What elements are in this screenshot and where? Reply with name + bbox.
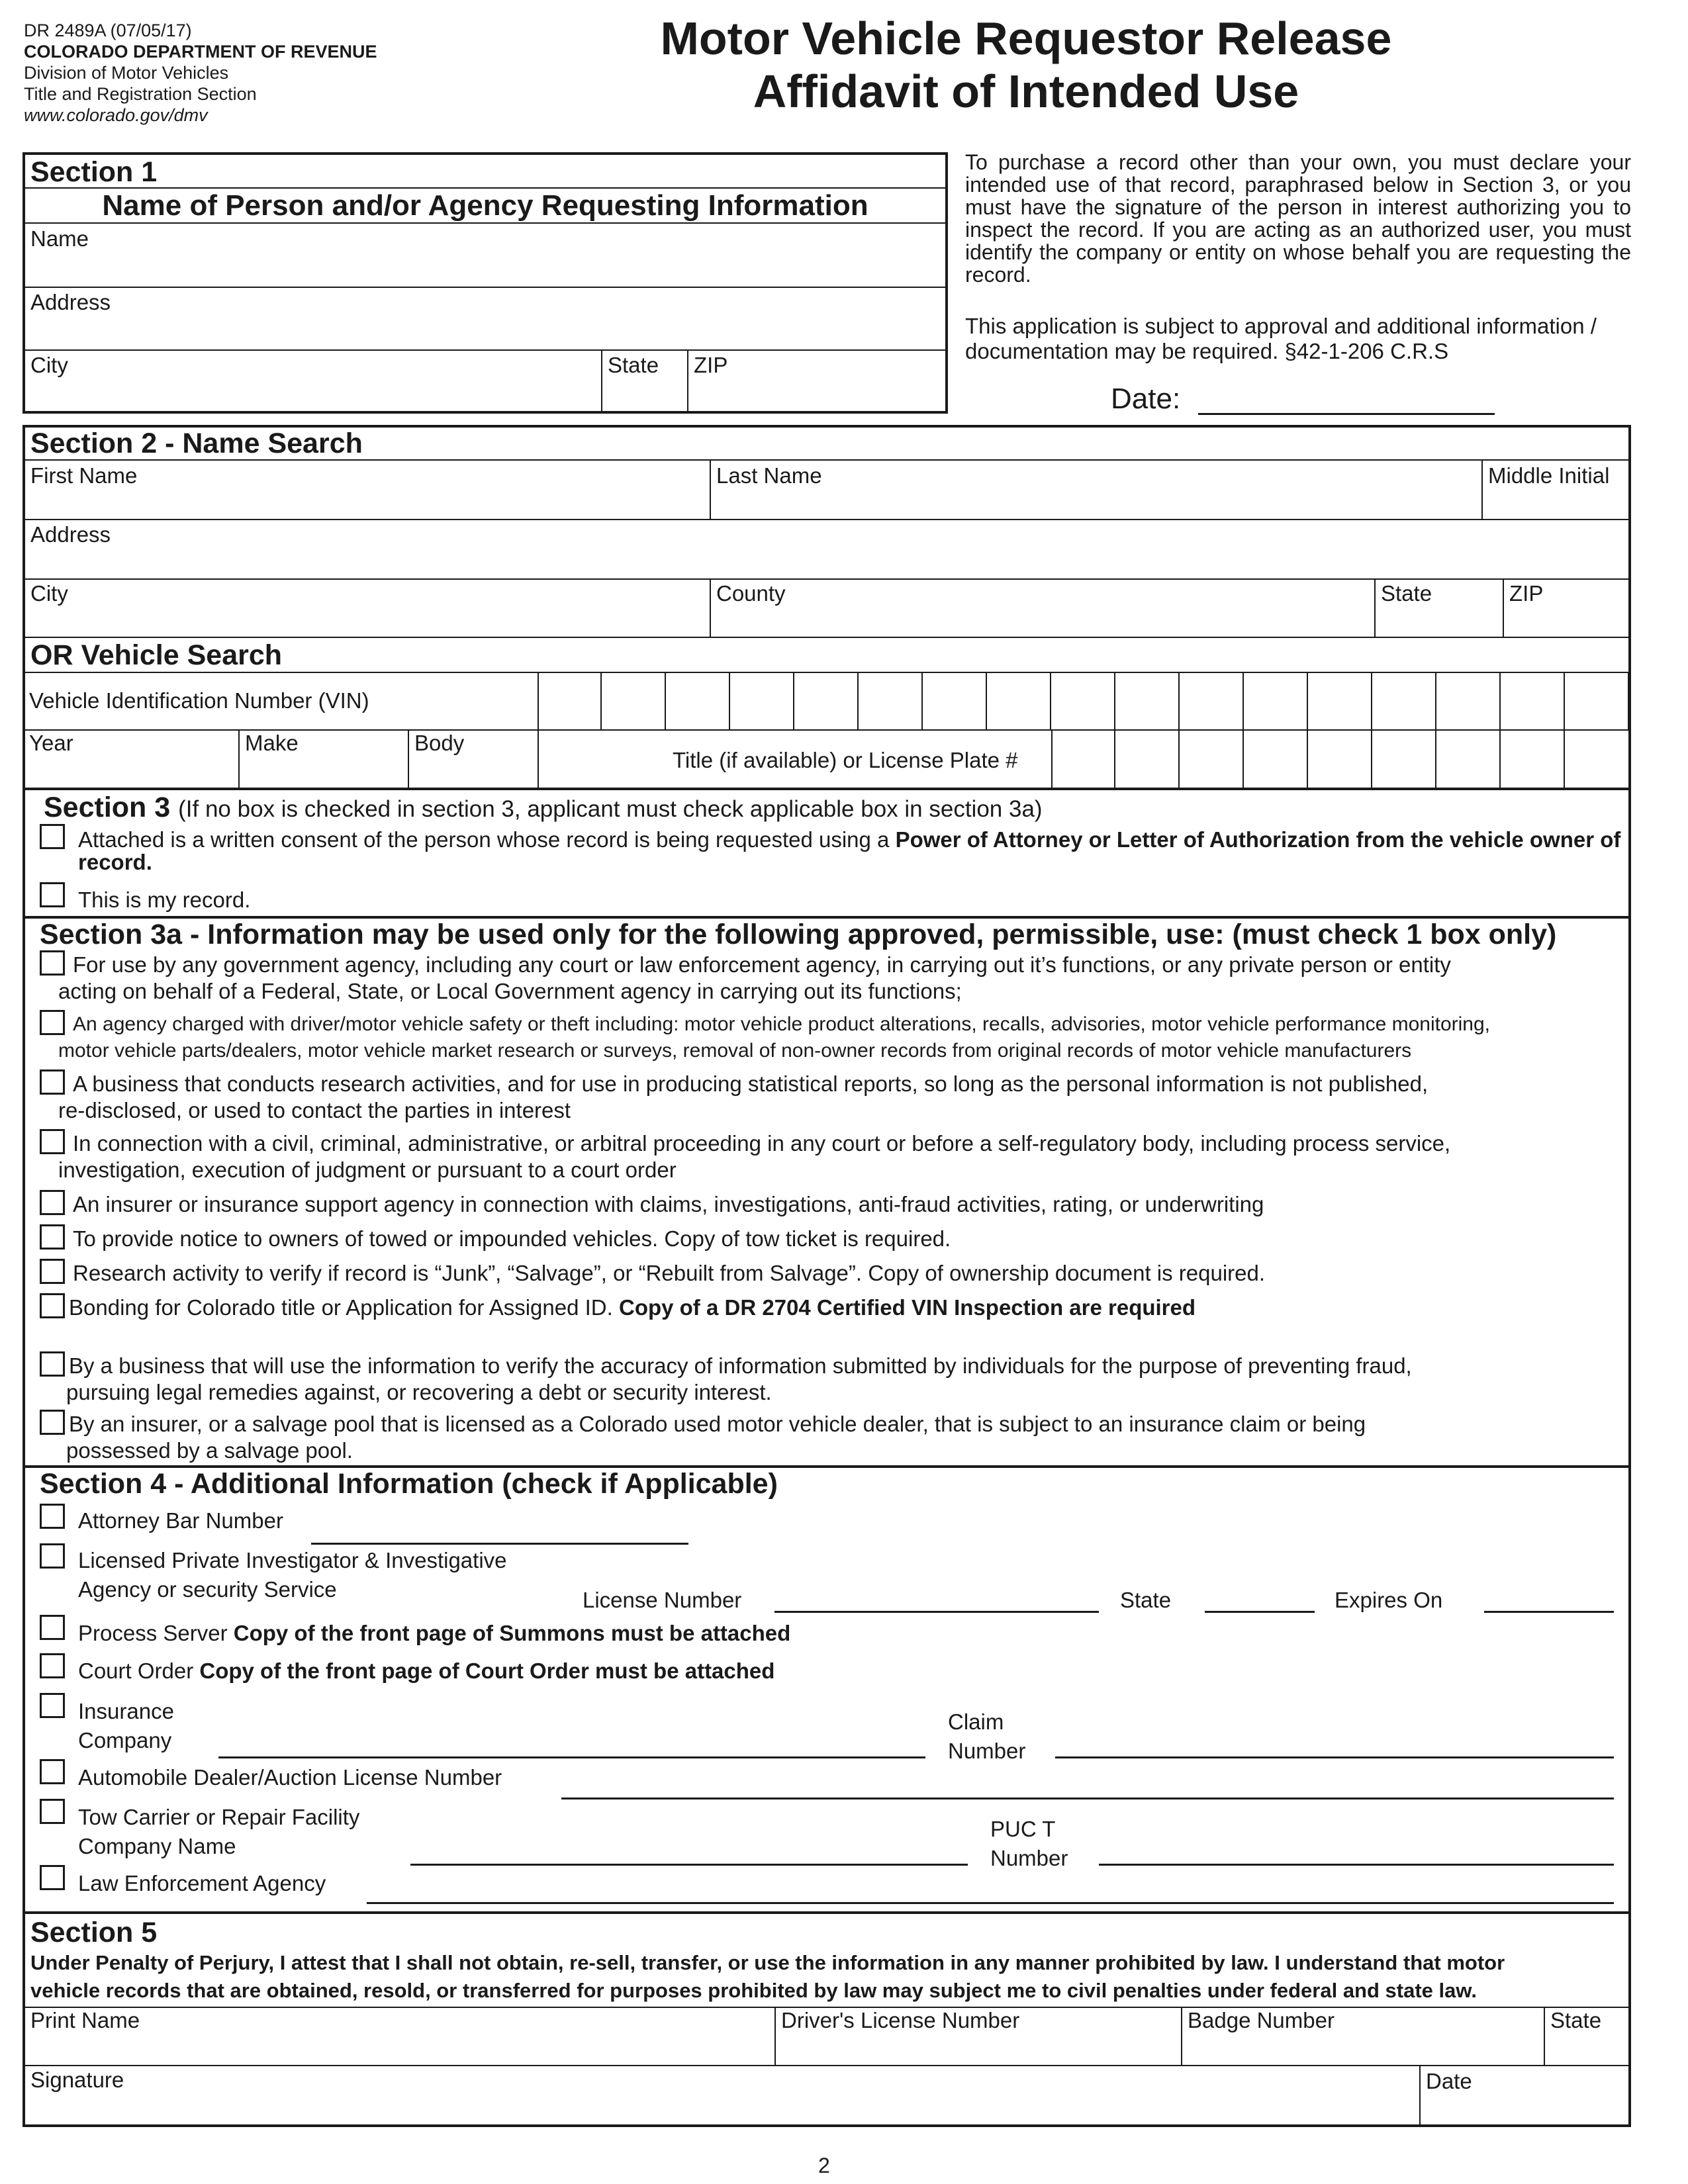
attorney-checkbox[interactable] [40,1504,65,1529]
court-order-checkbox[interactable] [40,1653,65,1678]
section3-heading [44,792,1043,824]
claim-label-line2: Number [948,1739,1026,1763]
insurance-label-line1: Insurance [78,1699,174,1723]
permissible-use-checkbox[interactable] [40,1069,65,1095]
vin-cell[interactable] [1115,672,1180,729]
vin-cell[interactable] [1372,672,1436,729]
body-field[interactable] [409,731,538,788]
vin-cell[interactable] [1501,672,1565,729]
signature-date-label: Date [1426,2069,1472,2093]
first-name-field[interactable] [24,461,710,519]
auto-dealer-label: Automobile Dealer/Auction License Number [78,1765,502,1790]
puc-number-line[interactable] [1099,1864,1614,1866]
permissible-use-checkbox[interactable] [40,950,65,976]
search-county-label: County [716,581,786,606]
search-state-label: State [1381,581,1432,606]
plate-cell[interactable] [1501,729,1565,788]
vin-cell[interactable] [730,672,794,729]
requester-state-field[interactable] [602,351,687,412]
process-server-checkbox[interactable] [40,1615,65,1640]
requester-name-label: Name [30,226,89,251]
permissible-use-text: Research activity to verify if record is “Junk”, “Salvage”, or “Rebuilt from Salvage”. Copy of ownership document is required. [73,1261,1266,1285]
vin-cell[interactable] [923,672,987,729]
page-number: 2 [818,2154,830,2177]
make-field[interactable] [240,731,408,788]
insurance-label-line2: Company [78,1728,172,1752]
requester-name-field[interactable] [24,224,947,287]
signer-state-label: State [1550,2008,1602,2032]
year-field[interactable] [24,731,238,788]
vin-cell[interactable] [1051,672,1115,729]
court-order-label: Court Order Copy of the front page of Court Order must be attached [78,1659,775,1683]
permissible-use-text: By an insurer, or a salvage pool that is licensed as a Colorado used motor vehicle dealer, that is subject to an insurance claim or being [69,1412,1366,1436]
permissible-use-checkbox[interactable] [40,1293,65,1318]
last-name-field[interactable] [711,461,1481,519]
requester-city-field[interactable] [24,351,601,412]
permissible-use-text: An agency charged with driver/motor vehicle safety or theft including: motor vehicle product alterations, recalls, advisories, motor vehicle performance monitoring, [73,1013,1491,1035]
search-zip-field[interactable] [1504,580,1630,637]
plate-cell[interactable] [1565,729,1629,788]
vin-cell[interactable] [794,672,859,729]
search-city-label: City [30,581,68,606]
plate-cell[interactable] [1051,729,1115,788]
vin-cell[interactable] [1180,672,1244,729]
permissible-use-checkbox[interactable] [40,1190,65,1215]
section2-heading: Section 2 - Name Search [30,428,363,459]
permissible-use-checkbox[interactable] [40,1351,65,1377]
search-state-field[interactable] [1376,580,1503,637]
make-label: Make [245,731,299,755]
date-label: Date: [1111,383,1181,415]
permissible-use-text: To provide notice to owners of towed or impounded vehicles. Copy of tow ticket is required. [73,1226,951,1251]
vin-cell[interactable] [602,672,666,729]
requester-zip-label: ZIP [694,353,728,377]
signature-field[interactable] [24,2066,1419,2124]
form-title-line2: Affidavit of Intended Use [753,66,1299,117]
section3a-heading: Section 3a - Information may be used only for the following approved, permissible, use: (must check 1 box only) [40,919,1557,950]
vin-cell[interactable] [538,672,602,729]
vin-cell[interactable] [987,672,1051,729]
permissible-use-text: By a business that will use the information to verify the accuracy of information submitted by individuals for the purpose of preventing fraud, [69,1353,1412,1378]
permissible-use-text: Bonding for Colorado title or Application for Assigned ID. Copy of a DR 2704 Certified VIN Inspection are required [69,1295,1196,1320]
attorney-label: Attorney Bar Number [78,1508,283,1533]
permissible-use-text-continued: re-disclosed, or used to contact the parties in interest [58,1098,571,1122]
requester-address-label: Address [30,290,111,314]
permissible-use-checkbox[interactable] [40,1224,65,1250]
plate-cell[interactable] [1308,729,1372,788]
process-server-label: Process Server Copy of the front page of Summons must be attached [78,1621,791,1645]
search-address-label: Address [30,522,111,547]
plate-cell[interactable] [1436,729,1501,788]
investigator-label-line2: Agency or security Service [78,1577,337,1602]
vin-label: Vehicle Identification Number (VIN) [29,688,369,713]
search-county-field[interactable] [711,580,1374,637]
investigator-label-line1: Licensed Private Investigator & Investigative [78,1548,507,1572]
intro-paragraph: To purchase a record other than your own, you must declare your intended use of that record, paraphrased below in Section 3, or you must have the signature of the person in interest authorizing you to inspect the record. If you are acting as an authorized user, you must identify the company or entity on whose behalf you are requesting the record. [965,150,1631,287]
written-consent-option: Attached is a written consent of the person whose record is being requested using a Power of Attorney or Letter of Authorization from the vehicle owner of record. [78,827,1621,874]
permissible-use-checkbox[interactable] [40,1410,65,1435]
form-title-line1: Motor Vehicle Requestor Release [660,13,1392,64]
division-name: Division of Motor Vehicles [24,63,229,83]
permissible-use-text-continued: acting on behalf of a Federal, State, or Local Government agency in carrying out its functions; [58,979,962,1003]
investigator-checkbox[interactable] [40,1543,65,1569]
attorney-bar-number-line[interactable] [311,1543,688,1545]
vin-cell[interactable] [859,672,923,729]
vin-cell[interactable] [1436,672,1501,729]
section4-heading: Section 4 - Additional Information (check if Applicable) [40,1468,778,1500]
permissible-use-text-continued: possessed by a salvage pool. [66,1438,353,1463]
permissible-use-text: In connection with a civil, criminal, administrative, or arbitral proceeding in any court or before a self-regulatory body, including process service, [73,1131,1451,1156]
my-record-option: This is my record. [78,887,251,912]
tow-carrier-checkbox[interactable] [40,1799,65,1824]
requester-city-label: City [30,353,68,377]
requester-state-label: State [608,353,659,377]
permissible-use-checkbox[interactable] [40,1259,65,1284]
vin-cell[interactable] [1565,672,1629,729]
permissible-use-checkbox[interactable] [40,1129,65,1154]
section3-note: (If no box is checked in section 3, applicant must check applicable box in section 3a) [178,796,1043,822]
perjury-statement-line2: vehicle records that are obtained, resold, or transferred for purposes prohibited by law may subject me to civil penalties under federal and state law. [30,1979,1477,2002]
license-number-line[interactable] [774,1611,1099,1613]
permissible-use-text-continued: motor vehicle parts/dealers, motor vehicle market research or surveys, removal of non-owner records from original records of motor vehicle manufacturers [58,1040,1412,1062]
section3-title: Section 3 [44,792,171,823]
section-name: Title and Registration Section [24,84,257,104]
section1-heading: Section 1 [30,156,158,188]
expires-on-label: Expires On [1335,1588,1443,1612]
law-enforcement-line[interactable] [367,1902,1614,1904]
dealer-license-line[interactable] [561,1797,1614,1799]
middle-initial-field[interactable] [1483,461,1630,519]
section1-subheading: Name of Person and/or Agency Requesting Information [102,189,868,222]
signature-date-field[interactable] [1421,2066,1630,2124]
drivers-license-field[interactable] [776,2008,1181,2065]
permissible-use-text: An insurer or insurance support agency in connection with claims, investigations, anti-fraud activities, rating, or underwriting [73,1192,1264,1216]
search-zip-label: ZIP [1509,581,1544,606]
year-label: Year [29,731,73,755]
claim-label-line1: Claim [948,1709,1004,1734]
section5-heading: Section 5 [30,1917,158,1948]
vin-cell[interactable] [1244,672,1308,729]
tow-carrier-label-line2: Company Name [78,1834,236,1858]
website-link[interactable]: www.colorado.gov/dmv [24,105,208,125]
tow-carrier-label-line1: Tow Carrier or Repair Facility [78,1805,360,1829]
plate-cell[interactable] [1372,729,1436,788]
permissible-use-text: A business that conducts research activities, and for use in producing statistical reports, so long as the personal information is not published, [73,1071,1429,1096]
drivers-license-label: Driver's License Number [781,2008,1020,2032]
license-number-label: License Number [583,1588,742,1612]
perjury-statement-line1: Under Penalty of Perjury, I attest that I shall not obtain, re-sell, transfer, or use the information in any manner prohibited by law. I understand that motor [30,1951,1505,1974]
requester-zip-field[interactable] [688,351,947,412]
license-state-line[interactable] [1205,1611,1315,1613]
badge-number-field[interactable] [1182,2008,1544,2065]
permissible-use-checkbox[interactable] [40,1010,65,1035]
puc-label-line1: PUC T [990,1817,1056,1841]
form-number: DR 2489A (07/05/17) [24,21,192,40]
law-enforcement-label: Law Enforcement Agency [78,1871,326,1895]
vin-cell[interactable] [1308,672,1372,729]
last-name-label: Last Name [716,463,822,488]
tow-company-name-line[interactable] [410,1864,968,1866]
plate-cell[interactable] [1244,729,1308,788]
first-name-label: First Name [30,463,138,488]
insurance-checkbox[interactable] [40,1693,65,1718]
insurance-company-line[interactable] [218,1756,925,1758]
print-name-label: Print Name [30,2008,140,2032]
auto-dealer-checkbox[interactable] [40,1759,65,1784]
requester-address-field[interactable] [24,288,947,349]
badge-number-label: Badge Number [1188,2008,1335,2032]
permissible-use-text-continued: pursuing legal remedies against, or recovering a debt or security interest. [66,1380,772,1404]
claim-number-line[interactable] [1055,1756,1614,1758]
department-name: COLORADO DEPARTMENT OF REVENUE [24,42,377,62]
search-address-field[interactable] [24,520,1630,578]
approval-notice: This application is subject to approval and additional information / documentation may be required. §42-1-206 C.R.S [965,314,1597,363]
permissible-use-text-continued: investigation, execution of judgment or pursuant to a court order [58,1158,677,1182]
signer-state-field[interactable] [1545,2008,1630,2065]
middle-initial-label: Middle Initial [1488,463,1610,488]
written-consent-checkbox[interactable] [40,824,65,849]
my-record-checkbox[interactable] [40,882,65,907]
expires-on-line[interactable] [1484,1611,1614,1613]
plate-cell[interactable] [1115,729,1180,788]
license-state-label: State [1120,1588,1172,1612]
plate-cell[interactable] [1180,729,1244,788]
puc-label-line2: Number [990,1846,1068,1870]
date-line[interactable] [1198,413,1495,415]
permissible-use-text: For use by any government agency, including any court or law enforcement agency, in carrying out it’s functions, or any private person or entity [73,952,1451,977]
law-enforcement-checkbox[interactable] [40,1865,65,1890]
print-name-field[interactable] [24,2008,774,2065]
search-city-field[interactable] [24,580,710,637]
vehicle-search-heading: OR Vehicle Search [30,639,283,671]
signature-label: Signature [30,2068,124,2092]
vin-cell[interactable] [666,672,730,729]
title-plate-label: Title (if available) or License Plate # [673,748,1018,772]
body-label: Body [414,731,465,755]
